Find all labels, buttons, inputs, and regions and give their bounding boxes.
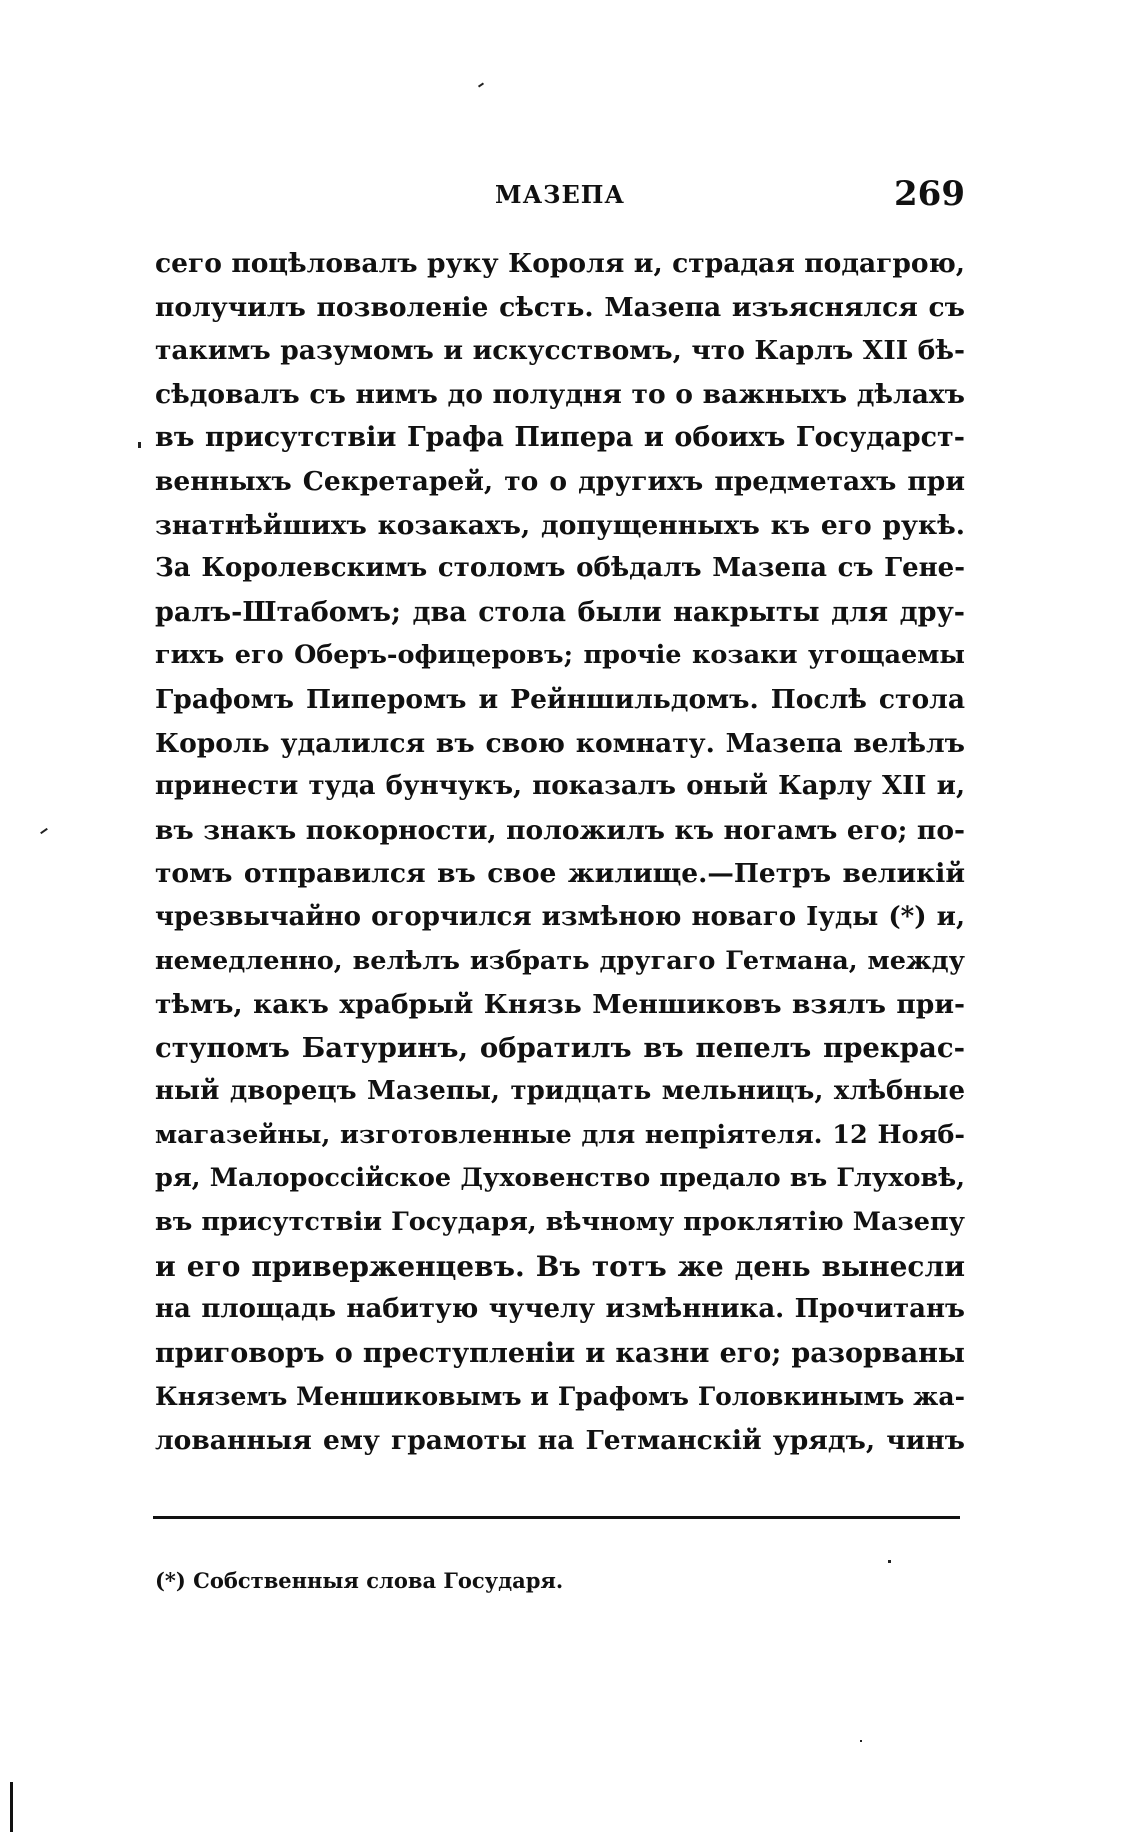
page-number: 269 bbox=[894, 174, 965, 214]
text-line: томъ отправился въ свое жилище.—Петръ великій bbox=[155, 858, 965, 890]
text-line: немедленно, велѣлъ избрать другаго Гетмана, между bbox=[155, 945, 965, 976]
text-line: ралъ-Штабомъ; два стола были накрыты для дру- bbox=[155, 596, 965, 628]
scan-speck bbox=[138, 442, 141, 448]
footnote-divider bbox=[153, 1516, 960, 1519]
scan-speck bbox=[478, 82, 484, 87]
scan-speck bbox=[40, 828, 48, 834]
text-line: венныхъ Секретарей, то о другихъ предметахъ при bbox=[155, 465, 965, 497]
running-title: МАЗЕПА bbox=[495, 180, 625, 209]
text-line: знатнѣйшихъ козакахъ, допущенныхъ къ его рукѣ. bbox=[155, 509, 965, 541]
text-line: въ знакъ покорности, положилъ къ ногамъ его; по- bbox=[155, 814, 965, 846]
text-line: чрезвычайно огорчился измѣною новаго Іуды (*) и, bbox=[155, 901, 965, 932]
scan-speck bbox=[860, 1740, 862, 1742]
text-line: магазейны, изготовленные для непріятеля. 12 Нояб- bbox=[155, 1119, 965, 1150]
scan-edge-mark bbox=[10, 1782, 13, 1832]
body-text bbox=[155, 242, 965, 1463]
text-line: сѣдовалъ съ нимъ до полудня то о важныхъ дѣлахъ bbox=[155, 378, 965, 410]
text-line: въ присутствіи Графа Пипера и обоихъ Государст- bbox=[155, 422, 965, 454]
page-header bbox=[155, 170, 965, 220]
text-line: такимъ разумомъ и искусствомъ, что Карлъ XII бѣ- bbox=[155, 335, 965, 367]
text-line: лованныя ему грамоты на Гетманскій урядъ, чинъ bbox=[155, 1425, 965, 1457]
text-line: получилъ позволеніе сѣсть. Мазепа изъяснялся съ bbox=[155, 291, 965, 323]
text-line: Графомъ Пиперомъ и Рейншильдомъ. Послѣ стола bbox=[155, 683, 965, 715]
text-line: Король удалился въ свою комнату. Мазепа велѣлъ bbox=[155, 727, 965, 759]
text-line: гихъ его Оберъ-офицеровъ; прочіе козаки угощаемы bbox=[155, 640, 965, 671]
text-line: сего поцѣловалъ руку Короля и, страдая подагрою, bbox=[155, 248, 965, 279]
text-line: въ присутствіи Государя, вѣчному проклятію Мазепу bbox=[155, 1207, 965, 1238]
text-line: тѣмъ, какъ храбрый Князь Меншиковъ взялъ при- bbox=[155, 989, 965, 1021]
text-line: ря, Малороссійское Духовенство предало въ Глуховѣ, bbox=[155, 1163, 965, 1194]
text-line: За Королевскимъ столомъ обѣдалъ Мазепа съ Гене- bbox=[155, 553, 965, 584]
text-line: принести туда бунчукъ, показалъ оный Карлу XII и, bbox=[155, 771, 965, 802]
text-line: Княземъ Меншиковымъ и Графомъ Головкинымъ жа- bbox=[155, 1382, 965, 1412]
text-line: ный дворецъ Мазепы, тридцать мельницъ, хлѣбные bbox=[155, 1076, 965, 1107]
footnote: (*) Собственныя слова Государя. bbox=[155, 1568, 564, 1593]
scan-speck bbox=[888, 1560, 891, 1563]
text-line: ступомъ Батуринъ, обратилъ въ пепелъ прекрас- bbox=[155, 1031, 965, 1064]
text-line: на площадь набитую чучелу измѣнника. Прочитанъ bbox=[155, 1294, 965, 1325]
text-line: и его приверженцевъ. Въ тотъ же день вынесли bbox=[155, 1249, 965, 1283]
text-line: приговоръ о преступленіи и казни его; разорваны bbox=[155, 1337, 965, 1369]
